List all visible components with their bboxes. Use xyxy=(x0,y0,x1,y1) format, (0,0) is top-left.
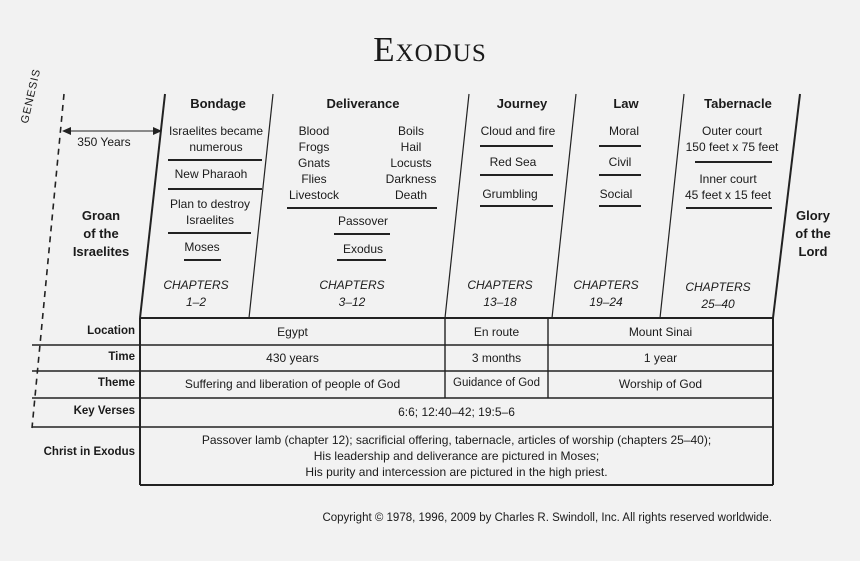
bondage-item: numerous xyxy=(189,140,243,154)
time-sinai: 1 year xyxy=(643,351,678,365)
chapters-label: CHAPTERS xyxy=(573,278,639,292)
journey-item: Cloud and fire xyxy=(480,124,556,138)
law-chapters xyxy=(560,277,652,311)
tabernacle-item: 150 feet x 75 feet xyxy=(685,140,779,154)
theme-guidance: Guidance of God xyxy=(453,377,540,389)
bondage-item: Plan to destroy xyxy=(169,197,251,211)
christ-line: Passover lamb (chapter 12); sacrificial offering, tabernacle, articles of worship (chapters 25–40); xyxy=(201,433,712,447)
plague-item: Blood xyxy=(298,124,330,138)
deliverance-chapters xyxy=(306,277,398,311)
christ-line: His leadership and deliverance are pictured in Moses; xyxy=(313,449,600,463)
law-heading: Law xyxy=(613,96,639,111)
christ-in-exodus-text xyxy=(140,432,773,480)
law-item: Civil xyxy=(608,155,632,169)
chapters-range: 13–18 xyxy=(483,295,517,309)
plague-item: Frogs xyxy=(298,140,330,154)
chapters-label: CHAPTERS xyxy=(319,278,385,292)
law-item: Moral xyxy=(608,124,639,138)
plague-item: Gnats xyxy=(297,156,330,170)
left-caption-line: Groan xyxy=(81,208,121,223)
tabernacle-item: 45 feet x 15 feet xyxy=(684,188,772,202)
right-caption-line: Lord xyxy=(798,244,828,259)
time-bondage: 430 years xyxy=(266,351,319,365)
right-caption-line: of the xyxy=(795,226,831,241)
plague-item: Hail xyxy=(400,140,422,154)
plague-item: Darkness xyxy=(385,172,437,186)
journey-heading: Journey xyxy=(496,96,548,111)
plague-item: Death xyxy=(394,188,428,202)
plagues-left xyxy=(283,123,345,203)
row-label-time: Time xyxy=(108,351,135,363)
genesis-label: GENESIS xyxy=(19,67,44,125)
copyright-notice: Copyright © 1978, 1996, 2009 by Charles R. Swindoll, Inc. All rights reserved worldwide. xyxy=(322,512,772,524)
exodus-item: Exodus xyxy=(342,242,384,256)
key-verses-value: 6:6; 12:40–42; 19:5–6 xyxy=(398,405,515,419)
law-item: Social xyxy=(599,187,633,201)
row-label-christ: Christ in Exodus xyxy=(43,446,135,458)
chapters-label: CHAPTERS xyxy=(685,280,751,294)
location-egypt: Egypt xyxy=(277,325,308,339)
left-caption-line: Israelites xyxy=(72,244,130,259)
tabernacle-items xyxy=(676,123,788,155)
tabernacle-items xyxy=(672,171,784,203)
time-journey: 3 months xyxy=(471,351,522,365)
journey-item: Grumbling xyxy=(482,187,538,201)
journey-item: Red Sea xyxy=(489,155,537,169)
theme-suffering: Suffering and liberation of people of God xyxy=(184,377,401,391)
chapters-range: 19–24 xyxy=(589,295,623,309)
location-mount-sinai: Mount Sinai xyxy=(628,325,693,339)
bondage-items xyxy=(160,123,272,155)
theme-worship: Worship of God xyxy=(618,377,703,391)
years-label: 350 Years xyxy=(77,135,131,149)
row-label-key-verses: Key Verses xyxy=(73,405,135,417)
left-caption xyxy=(62,207,140,261)
right-caption-line: Glory xyxy=(796,208,830,223)
left-caption-line: of the xyxy=(83,226,119,241)
bondage-chapters xyxy=(150,277,242,311)
chapters-range: 1–2 xyxy=(185,295,207,309)
christ-line: His purity and intercession are pictured in the high priest. xyxy=(305,465,608,479)
bondage-item: Moses xyxy=(184,240,220,254)
plague-item: Flies xyxy=(301,172,327,186)
tabernacle-item: Inner court xyxy=(699,172,757,186)
tabernacle-chapters xyxy=(672,279,764,313)
plague-item: Locusts xyxy=(390,156,432,170)
bondage-item: Israelites xyxy=(185,213,235,227)
row-label-theme: Theme xyxy=(97,377,135,389)
page-title: Exodus xyxy=(373,30,487,69)
location-en-route: En route xyxy=(473,325,520,339)
chapters-label: CHAPTERS xyxy=(467,278,533,292)
plagues-right xyxy=(378,123,444,203)
passover-item: Passover xyxy=(337,214,389,228)
tabernacle-item: Outer court xyxy=(701,124,763,138)
arrow-left-icon xyxy=(62,127,71,135)
bondage-item: New Pharaoh xyxy=(174,167,248,181)
right-caption xyxy=(783,207,843,261)
bondage-item: Israelites became xyxy=(168,124,264,138)
bondage-items xyxy=(156,196,264,228)
deliverance-heading: Deliverance xyxy=(326,96,400,111)
row-label-location: Location xyxy=(87,325,135,337)
bondage-heading: Bondage xyxy=(190,96,246,111)
journey-chapters xyxy=(454,277,546,311)
chapters-range: 3–12 xyxy=(338,295,366,309)
chapters-range: 25–40 xyxy=(701,297,735,311)
tabernacle-heading: Tabernacle xyxy=(704,96,772,111)
plague-item: Boils xyxy=(397,124,424,138)
chapters-label: CHAPTERS xyxy=(163,278,229,292)
plague-item: Livestock xyxy=(288,188,340,202)
